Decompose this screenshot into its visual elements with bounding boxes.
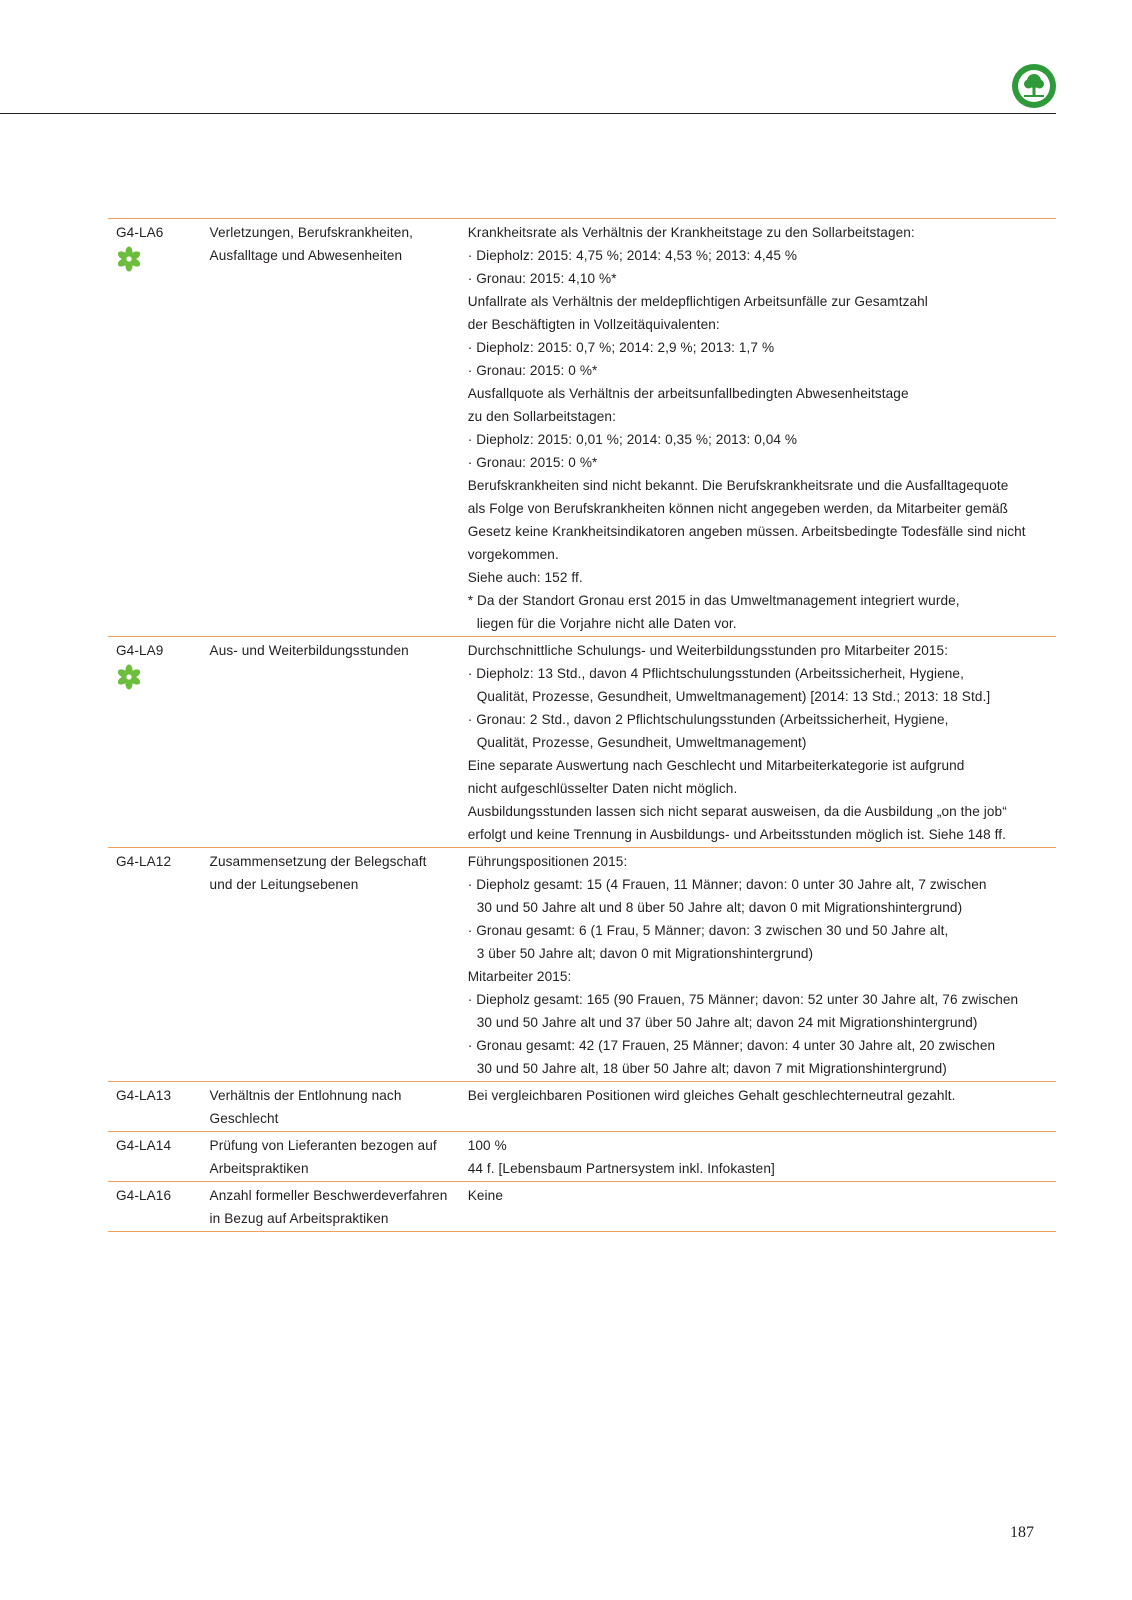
aspect-cell [210, 637, 468, 848]
table-row [108, 219, 1056, 637]
indicator-code-cell [108, 637, 210, 848]
aspect-line: Anzahl formeller Beschwerdeverfahren [209, 1188, 448, 1203]
information-line: · Diepholz gesamt: 15 (4 Frauen, 11 Männer; davon: 0 unter 30 Jahre alt, 7 zwischen [467, 877, 987, 892]
information-cell [468, 1082, 1056, 1132]
information-line: Berufskrankheiten sind nicht bekannt. Die Berufskrankheitsrate und die Ausfalltagequote [467, 478, 1009, 493]
information-line: der Beschäftigten in Vollzeitäquivalenten: [467, 317, 720, 332]
information-cell [468, 848, 1056, 1082]
indicator-code: G4-LA12 [116, 854, 172, 869]
aspect-line: Arbeitspraktiken [209, 1161, 309, 1176]
table-row [108, 637, 1056, 848]
header-rule [0, 113, 1056, 114]
information-line: · Diepholz: 2015: 4,75 %; 2014: 4,53 %; 2013: 4,45 % [467, 248, 798, 263]
information-line: zu den Sollarbeitstagen: [467, 409, 616, 424]
indicator-code: G4-LA6 [116, 225, 164, 240]
aspect-cell [210, 1182, 468, 1232]
information-cell [468, 1132, 1056, 1182]
information-cell [468, 219, 1056, 637]
aspect-line: Zusammensetzung der Belegschaft [209, 854, 427, 869]
information-line: Qualität, Prozesse, Gesundheit, Umweltmanagement) [476, 735, 807, 750]
information-line: Bei vergleichbaren Positionen wird gleiches Gehalt geschlechterneutral gezahlt. [467, 1088, 956, 1103]
indicator-code-cell [108, 848, 210, 1082]
information-line: Ausfallquote als Verhältnis der arbeitsunfallbedingten Abwesenheitstage [467, 386, 909, 401]
table-row [108, 1082, 1056, 1132]
information-line: 3 über 50 Jahre alt; davon 0 mit Migrationshintergrund) [476, 946, 814, 961]
information-line: Mitarbeiter 2015: [467, 969, 572, 984]
aspect-cell [210, 1082, 468, 1132]
indicator-code-cell [108, 1182, 210, 1232]
indicator-code-cell [108, 1082, 210, 1132]
aspect-line: Verletzungen, Berufskrankheiten, [209, 225, 414, 240]
information-line: · Gronau gesamt: 42 (17 Frauen, 25 Männer; davon: 4 unter 30 Jahre alt, 20 zwischen [467, 1038, 996, 1053]
information-line: Führungspositionen 2015: [467, 854, 628, 869]
information-line: als Folge von Berufskrankheiten können nicht angegeben werden, da Mitarbeiter gemäß [467, 501, 1009, 516]
table-row [108, 848, 1056, 1082]
indicator-code-cell [108, 219, 210, 637]
aspect-line: in Bezug auf Arbeitspraktiken [209, 1211, 389, 1226]
indicator-code: G4-LA13 [116, 1088, 172, 1103]
gri-indicator-table [108, 218, 1056, 1232]
lebensbaum-logo [1011, 63, 1057, 109]
aspect-line: Aus- und Weiterbildungsstunden [209, 643, 409, 658]
information-line: nicht aufgeschlüsselter Daten nicht möglich. [467, 781, 738, 796]
aspect-line: Geschlecht [209, 1111, 279, 1126]
aspect-cell [210, 848, 468, 1082]
aspect-line: und der Leitungsebenen [209, 877, 359, 892]
flower-icon [116, 664, 142, 690]
information-line: · Gronau: 2015: 4,10 %* [467, 271, 617, 286]
information-line: · Diepholz: 13 Std., davon 4 Pflichtschulungsstunden (Arbeitssicherheit, Hygiene, [467, 666, 964, 681]
information-line: Gesetz keine Krankheitsindikatoren angeben müssen. Arbeitsbedingte Todesfälle sind nicht [467, 524, 1026, 539]
information-line: 30 und 50 Jahre alt und 37 über 50 Jahre alt; davon 24 mit Migrationshintergrund) [476, 1015, 978, 1030]
information-line: 44 f. [Lebensbaum Partnersystem inkl. Infokasten] [467, 1161, 775, 1176]
table-row [108, 1132, 1056, 1182]
information-line: 100 % [467, 1138, 507, 1153]
page-number: 187 [1010, 1524, 1034, 1541]
information-line: · Diepholz gesamt: 165 (90 Frauen, 75 Männer; davon: 52 unter 30 Jahre alt, 76 zwischen [467, 992, 1019, 1007]
information-line: Keine [467, 1188, 503, 1203]
aspect-cell [210, 1132, 468, 1182]
indicator-code: G4-LA14 [116, 1138, 172, 1153]
aspect-line: Ausfalltage und Abwesenheiten [209, 248, 403, 263]
aspect-cell [210, 219, 468, 637]
information-line: 30 und 50 Jahre alt, 18 über 50 Jahre alt; davon 7 mit Migrationshintergrund) [476, 1061, 947, 1076]
information-line: Krankheitsrate als Verhältnis der Krankheitstage zu den Sollarbeitstagen: [467, 225, 915, 240]
information-line: Siehe auch: 152 ff. [467, 570, 583, 585]
information-line: · Gronau: 2 Std., davon 2 Pflichtschulungsstunden (Arbeitssicherheit, Hygiene, [467, 712, 949, 727]
indicator-code: G4-LA16 [116, 1188, 172, 1203]
information-line: Ausbildungsstunden lassen sich nicht separat ausweisen, da die Ausbildung „on the job“ [467, 804, 1007, 819]
information-cell [468, 1182, 1056, 1232]
information-line: vorgekommen. [467, 547, 559, 562]
information-line: · Gronau: 2015: 0 %* [467, 455, 598, 470]
flower-icon [116, 246, 142, 272]
information-line: * Da der Standort Gronau erst 2015 in das Umweltmanagement integriert wurde, [467, 593, 960, 608]
aspect-line: Prüfung von Lieferanten bezogen auf [209, 1138, 437, 1153]
indicator-code: G4-LA9 [116, 643, 164, 658]
table-row [108, 1182, 1056, 1232]
information-line: Eine separate Auswertung nach Geschlecht und Mitarbeiterkategorie ist aufgrund [467, 758, 965, 773]
information-line: · Diepholz: 2015: 0,7 %; 2014: 2,9 %; 2013: 1,7 % [467, 340, 775, 355]
information-line: · Diepholz: 2015: 0,01 %; 2014: 0,35 %; 2013: 0,04 % [467, 432, 798, 447]
indicator-code-cell [108, 1132, 210, 1182]
information-line: liegen für die Vorjahre nicht alle Daten vor. [476, 616, 737, 631]
information-line: Unfallrate als Verhältnis der meldepflichtigen Arbeitsunfälle zur Gesamtzahl [467, 294, 928, 309]
information-line: erfolgt und keine Trennung in Ausbildungs- und Arbeitsstunden möglich ist. Siehe 148 ff. [467, 827, 1007, 842]
information-line: · Gronau gesamt: 6 (1 Frau, 5 Männer; davon: 3 zwischen 30 und 50 Jahre alt, [467, 923, 949, 938]
information-cell [468, 637, 1056, 848]
aspect-line: Verhältnis der Entlohnung nach [209, 1088, 402, 1103]
information-line: 30 und 50 Jahre alt und 8 über 50 Jahre alt; davon 0 mit Migrationshintergrund) [476, 900, 963, 915]
information-line: · Gronau: 2015: 0 %* [467, 363, 598, 378]
information-line: Durchschnittliche Schulungs- und Weiterbildungsstunden pro Mitarbeiter 2015: [467, 643, 949, 658]
information-line: Qualität, Prozesse, Gesundheit, Umweltmanagement) [2014: 13 Std.; 2013: 18 Std.] [476, 689, 991, 704]
